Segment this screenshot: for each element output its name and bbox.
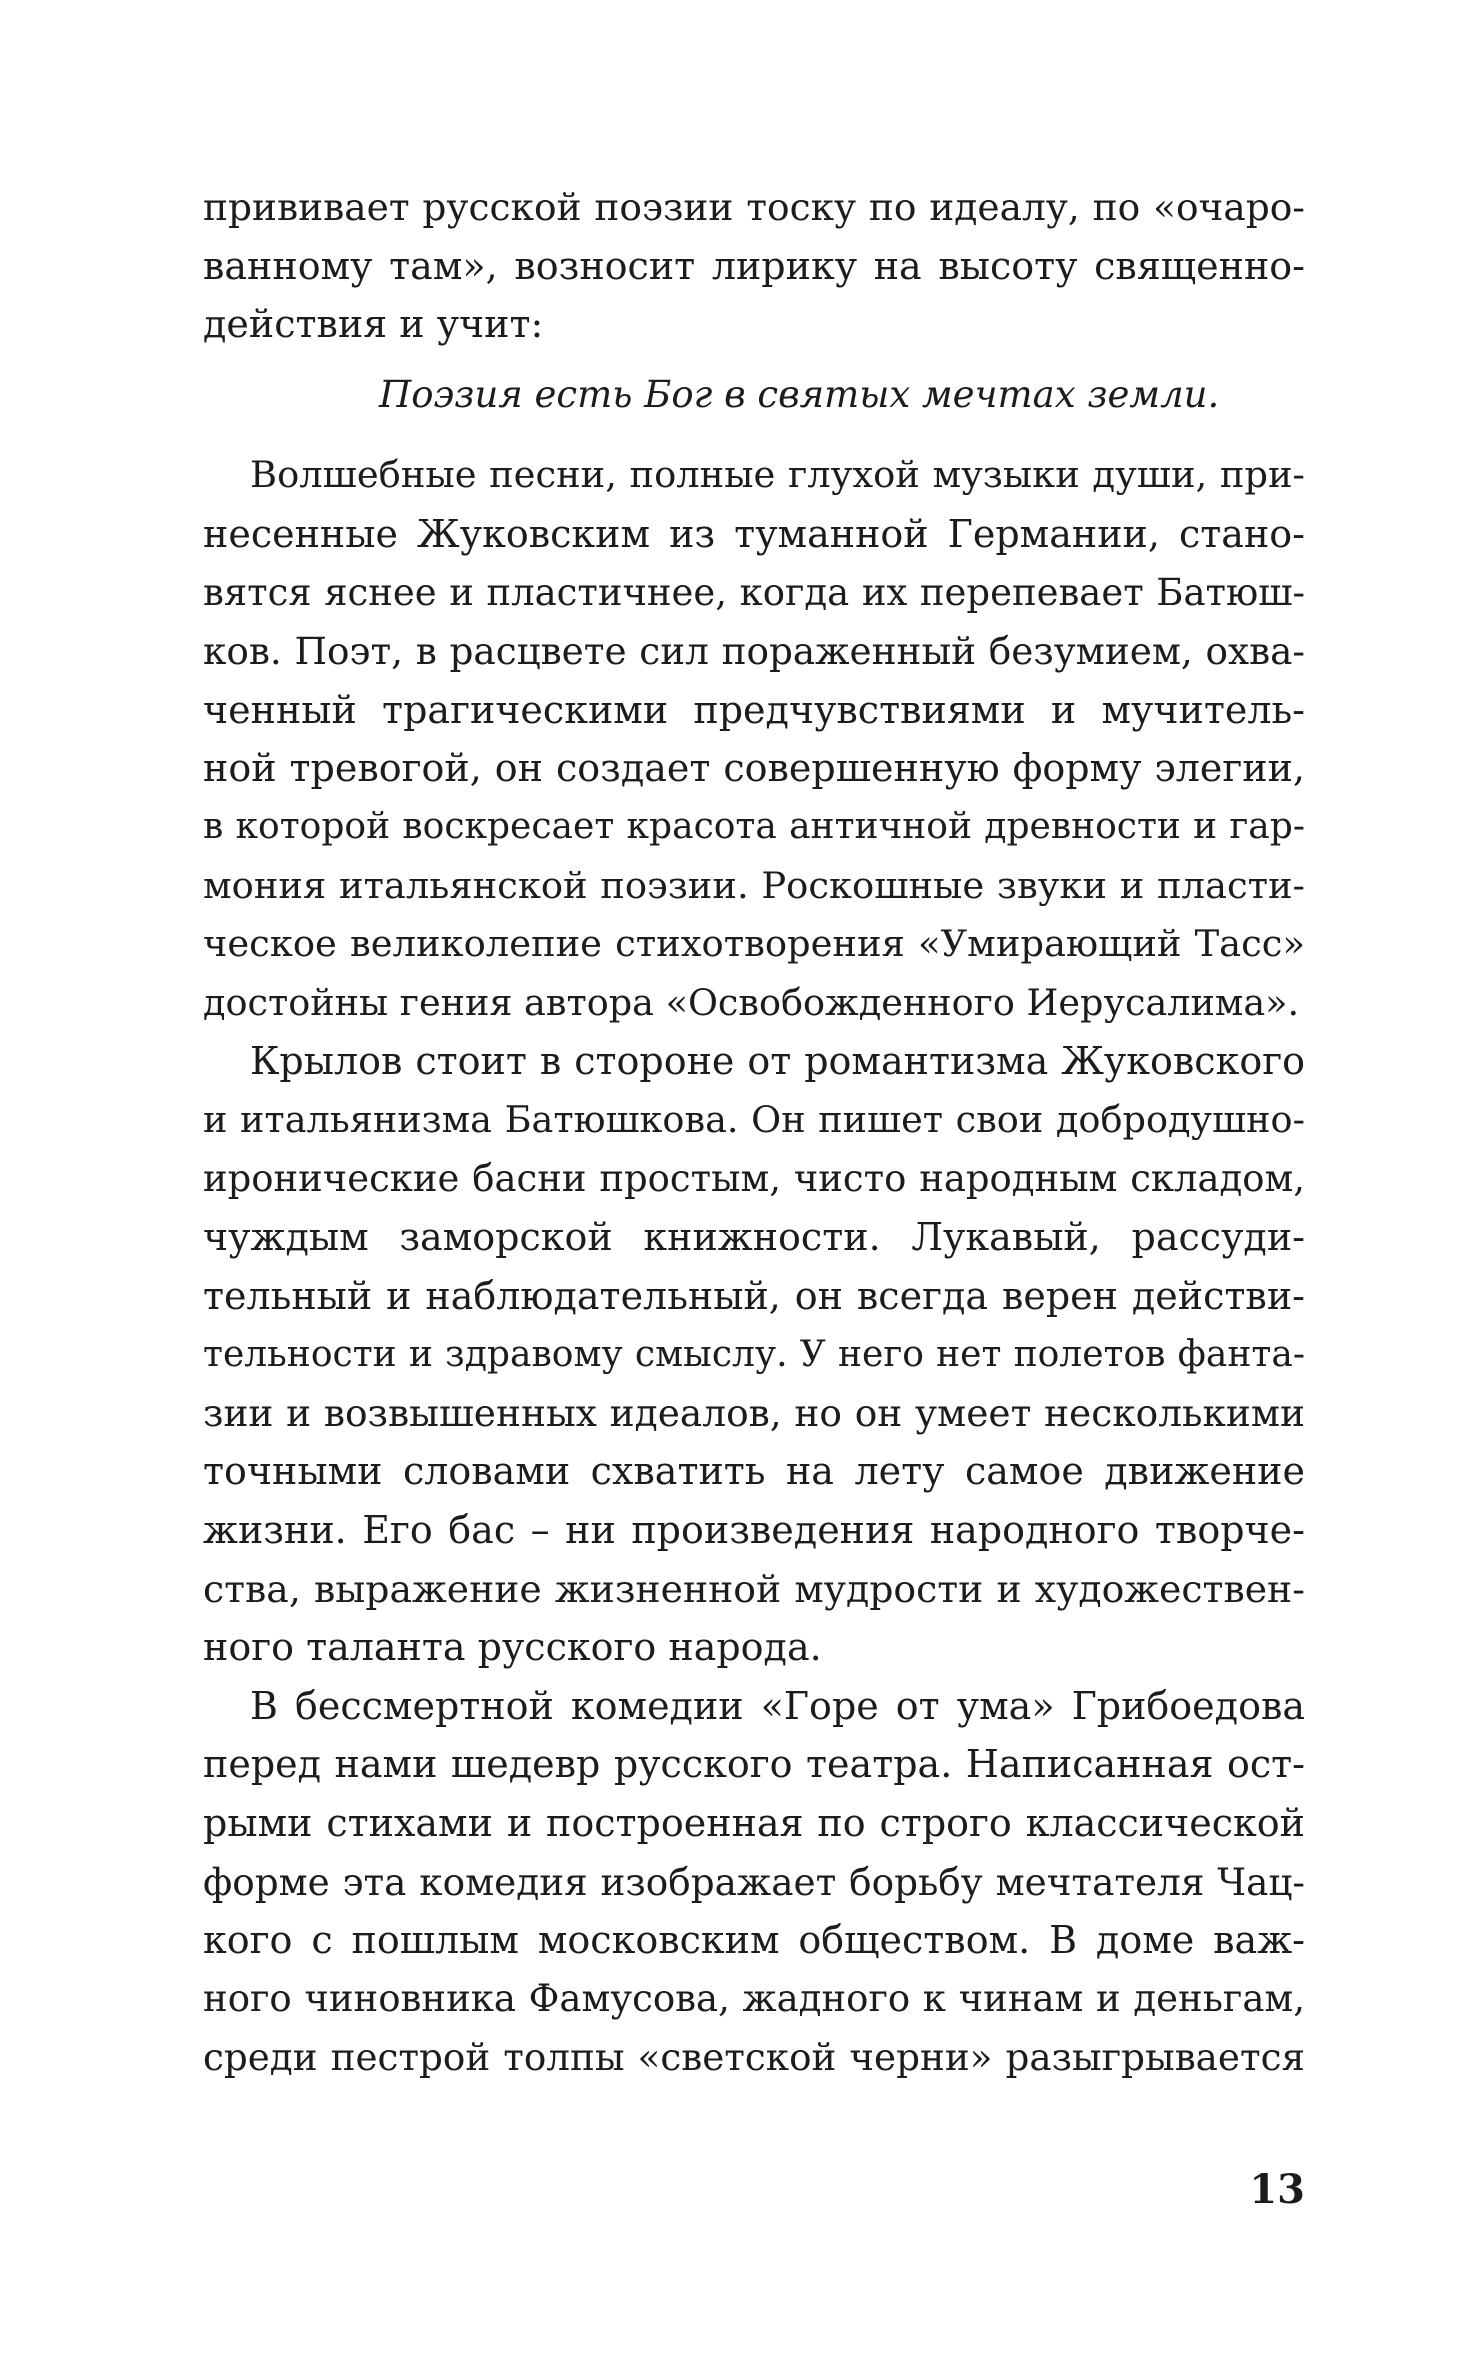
text-line: достойны гения автора «Освобожденного Иерусалима». xyxy=(203,980,1300,1024)
text-line: в которой воскресает красота античной древности и гар- xyxy=(203,805,1305,847)
text-line: форме эта комедия изображает борьбу мечтателя Чац- xyxy=(203,1859,1305,1904)
text-line: рыми стихами и построенная по строго классической xyxy=(203,1801,1305,1846)
text-line: перед нами шедевр русского театра. Написанная ост- xyxy=(203,1742,1305,1787)
text-line: жизни. Его бас – ни произведения народного творче- xyxy=(203,1508,1305,1553)
text-line: несенные Жуковским из туманной Германии, стано- xyxy=(203,511,1305,556)
text-line: ного чиновника Фамусова, жадного к чинам и деньгам, xyxy=(203,1976,1305,2020)
text-line: ванному там», возносит лирику на высоту священно- xyxy=(203,243,1305,288)
text-line: ченный трагическими предчувствиями и мучитель- xyxy=(203,687,1305,732)
text-line: ной тревогой, он создает совершенную форму элегии, xyxy=(203,746,1305,791)
body-text xyxy=(203,178,1305,2087)
text-line: тельный и наблюдательный, он всегда верен действи- xyxy=(203,1273,1305,1318)
text-line: действия и учит: xyxy=(203,302,544,347)
text-line: ков. Поэт, в расцвете сил пораженный безумием, охва- xyxy=(203,629,1305,674)
text-line: ного таланта русского народа. xyxy=(203,1625,822,1670)
text-line: ческое великолепие стихотворения «Умирающий Тасс» xyxy=(203,922,1305,966)
poem-quote: Поэзия есть Бог в святых мечтах земли. xyxy=(379,372,1220,416)
text-line: вятся яснее и пластичнее, когда их перепевает Батюш- xyxy=(203,570,1305,614)
text-line: среди пестрой толпы «светской черни» разыгрывается xyxy=(203,2035,1305,2080)
text-line: иронические басни простым, чисто народным складом, xyxy=(203,1156,1305,1200)
text-line: тельности и здравому смыслу. У него нет полетов фанта- xyxy=(203,1333,1305,1376)
text-line: мония итальянской поэзии. Роскошные звуки и пласти- xyxy=(203,863,1305,907)
text-line: зии и возвышенных идеалов, но он умеет несколькими xyxy=(203,1390,1305,1435)
text-line: точными словами схватить на лету самое движение xyxy=(203,1449,1305,1494)
text-line: Волшебные песни, полные глухой музыки души, при- xyxy=(250,453,1305,497)
text-line: и итальянизма Батюшкова. Он пишет свои добродушно- xyxy=(203,1097,1305,1141)
text-line: чуждым заморской книжности. Лукавый, рассуди- xyxy=(203,1215,1305,1260)
text-line: ства, выражение жизненной мудрости и художествен- xyxy=(203,1566,1305,1611)
text-line: прививает русской поэзии тоску по идеалу, по «очаро- xyxy=(203,185,1305,229)
text-line: кого с пошлым московским обществом. В доме важ- xyxy=(203,1918,1305,1963)
page-number: 13 xyxy=(1249,2166,1305,2213)
text-line: Крылов стоит в стороне от романтизма Жуковского xyxy=(250,1039,1305,1084)
text-line: В бессмертной комедии «Горе от ума» Грибоедова xyxy=(250,1683,1305,1728)
